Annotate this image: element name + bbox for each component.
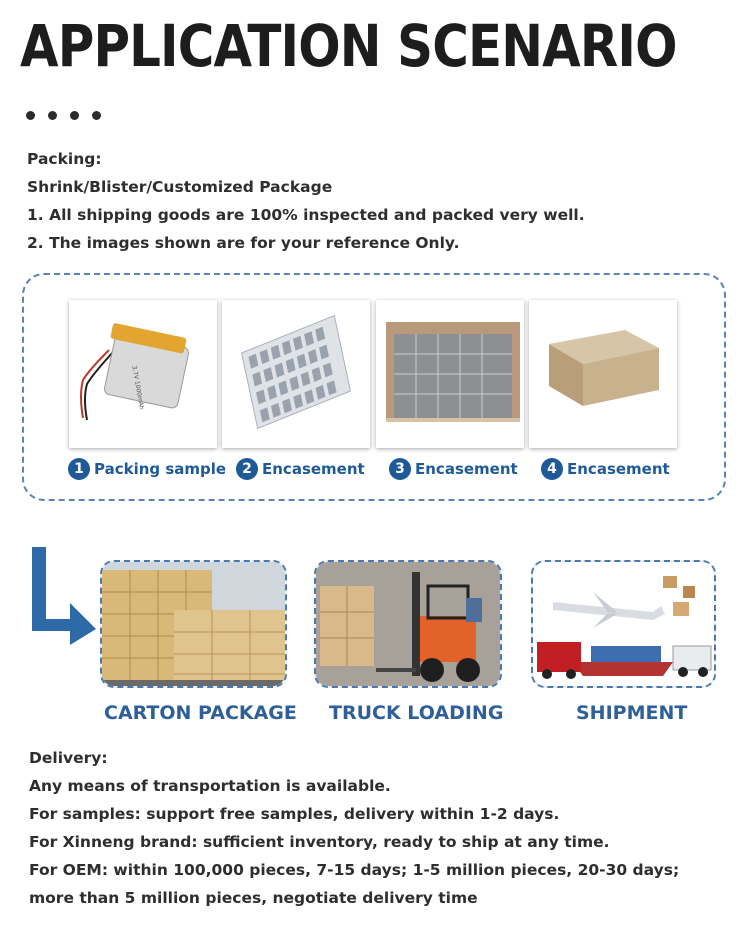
packing-line-2: 1. All shipping goods are 100% inspected and packed very well. <box>27 206 585 224</box>
truck-loading-label: TRUCK LOADING <box>329 702 504 724</box>
encasement-tray-image <box>222 300 370 448</box>
delivery-line-4: For OEM: within 100,000 pieces, 7-15 days; 1-5 million pieces, 20-30 days; <box>29 861 680 879</box>
step-1-number: 1 <box>68 458 90 480</box>
packing-heading: Packing: <box>27 150 102 168</box>
delivery-line-1: Any means of transportation is available. <box>29 777 391 795</box>
battery-icon <box>69 300 217 448</box>
packing-line-3: 2. The images shown are for your reference Only. <box>27 234 460 252</box>
step-2-label: Encasement <box>262 460 365 478</box>
encasement-sealed-box-image <box>529 300 677 448</box>
carton-stack-icon <box>102 562 287 688</box>
flow-arrow-icon <box>30 547 100 645</box>
shipment-image <box>531 560 716 688</box>
step-3-caption <box>389 458 518 480</box>
packing-line-1: Shrink/Blister/Customized Package <box>27 178 333 196</box>
carton-package-image <box>100 560 287 688</box>
sealed-box-icon <box>529 300 677 448</box>
step-4-number: 4 <box>541 458 563 480</box>
delivery-line-5: more than 5 million pieces, negotiate delivery time <box>29 889 478 907</box>
step-1-caption <box>68 458 226 480</box>
step-4-caption <box>541 458 670 480</box>
svg-text:3.7V 1000mAh: 3.7V 1000mAh <box>130 365 146 411</box>
transport-icon <box>533 562 716 688</box>
step-3-number: 3 <box>389 458 411 480</box>
open-box-icon <box>376 300 524 448</box>
step-4-label: Encasement <box>567 460 670 478</box>
delivery-heading: Delivery: <box>29 749 108 767</box>
truck-loading-image <box>314 560 502 688</box>
step-2-number: 2 <box>236 458 258 480</box>
forklift-icon <box>316 562 502 688</box>
step-1-label: Packing sample <box>94 460 227 478</box>
decorative-dots <box>26 111 101 120</box>
step-2-caption <box>236 458 365 480</box>
delivery-line-2: For samples: support free samples, delivery within 1-2 days. <box>29 805 560 823</box>
encasement-box-image <box>376 300 524 448</box>
packing-sample-image <box>69 300 217 448</box>
carton-package-label: CARTON PACKAGE <box>104 702 297 724</box>
page-title: APPLICATION SCENARIO <box>20 12 677 80</box>
blister-tray-icon <box>222 300 370 448</box>
delivery-line-3: For Xinneng brand: sufficient inventory, ready to ship at any time. <box>29 833 610 851</box>
shipment-label: SHIPMENT <box>576 702 688 724</box>
step-3-label: Encasement <box>415 460 518 478</box>
